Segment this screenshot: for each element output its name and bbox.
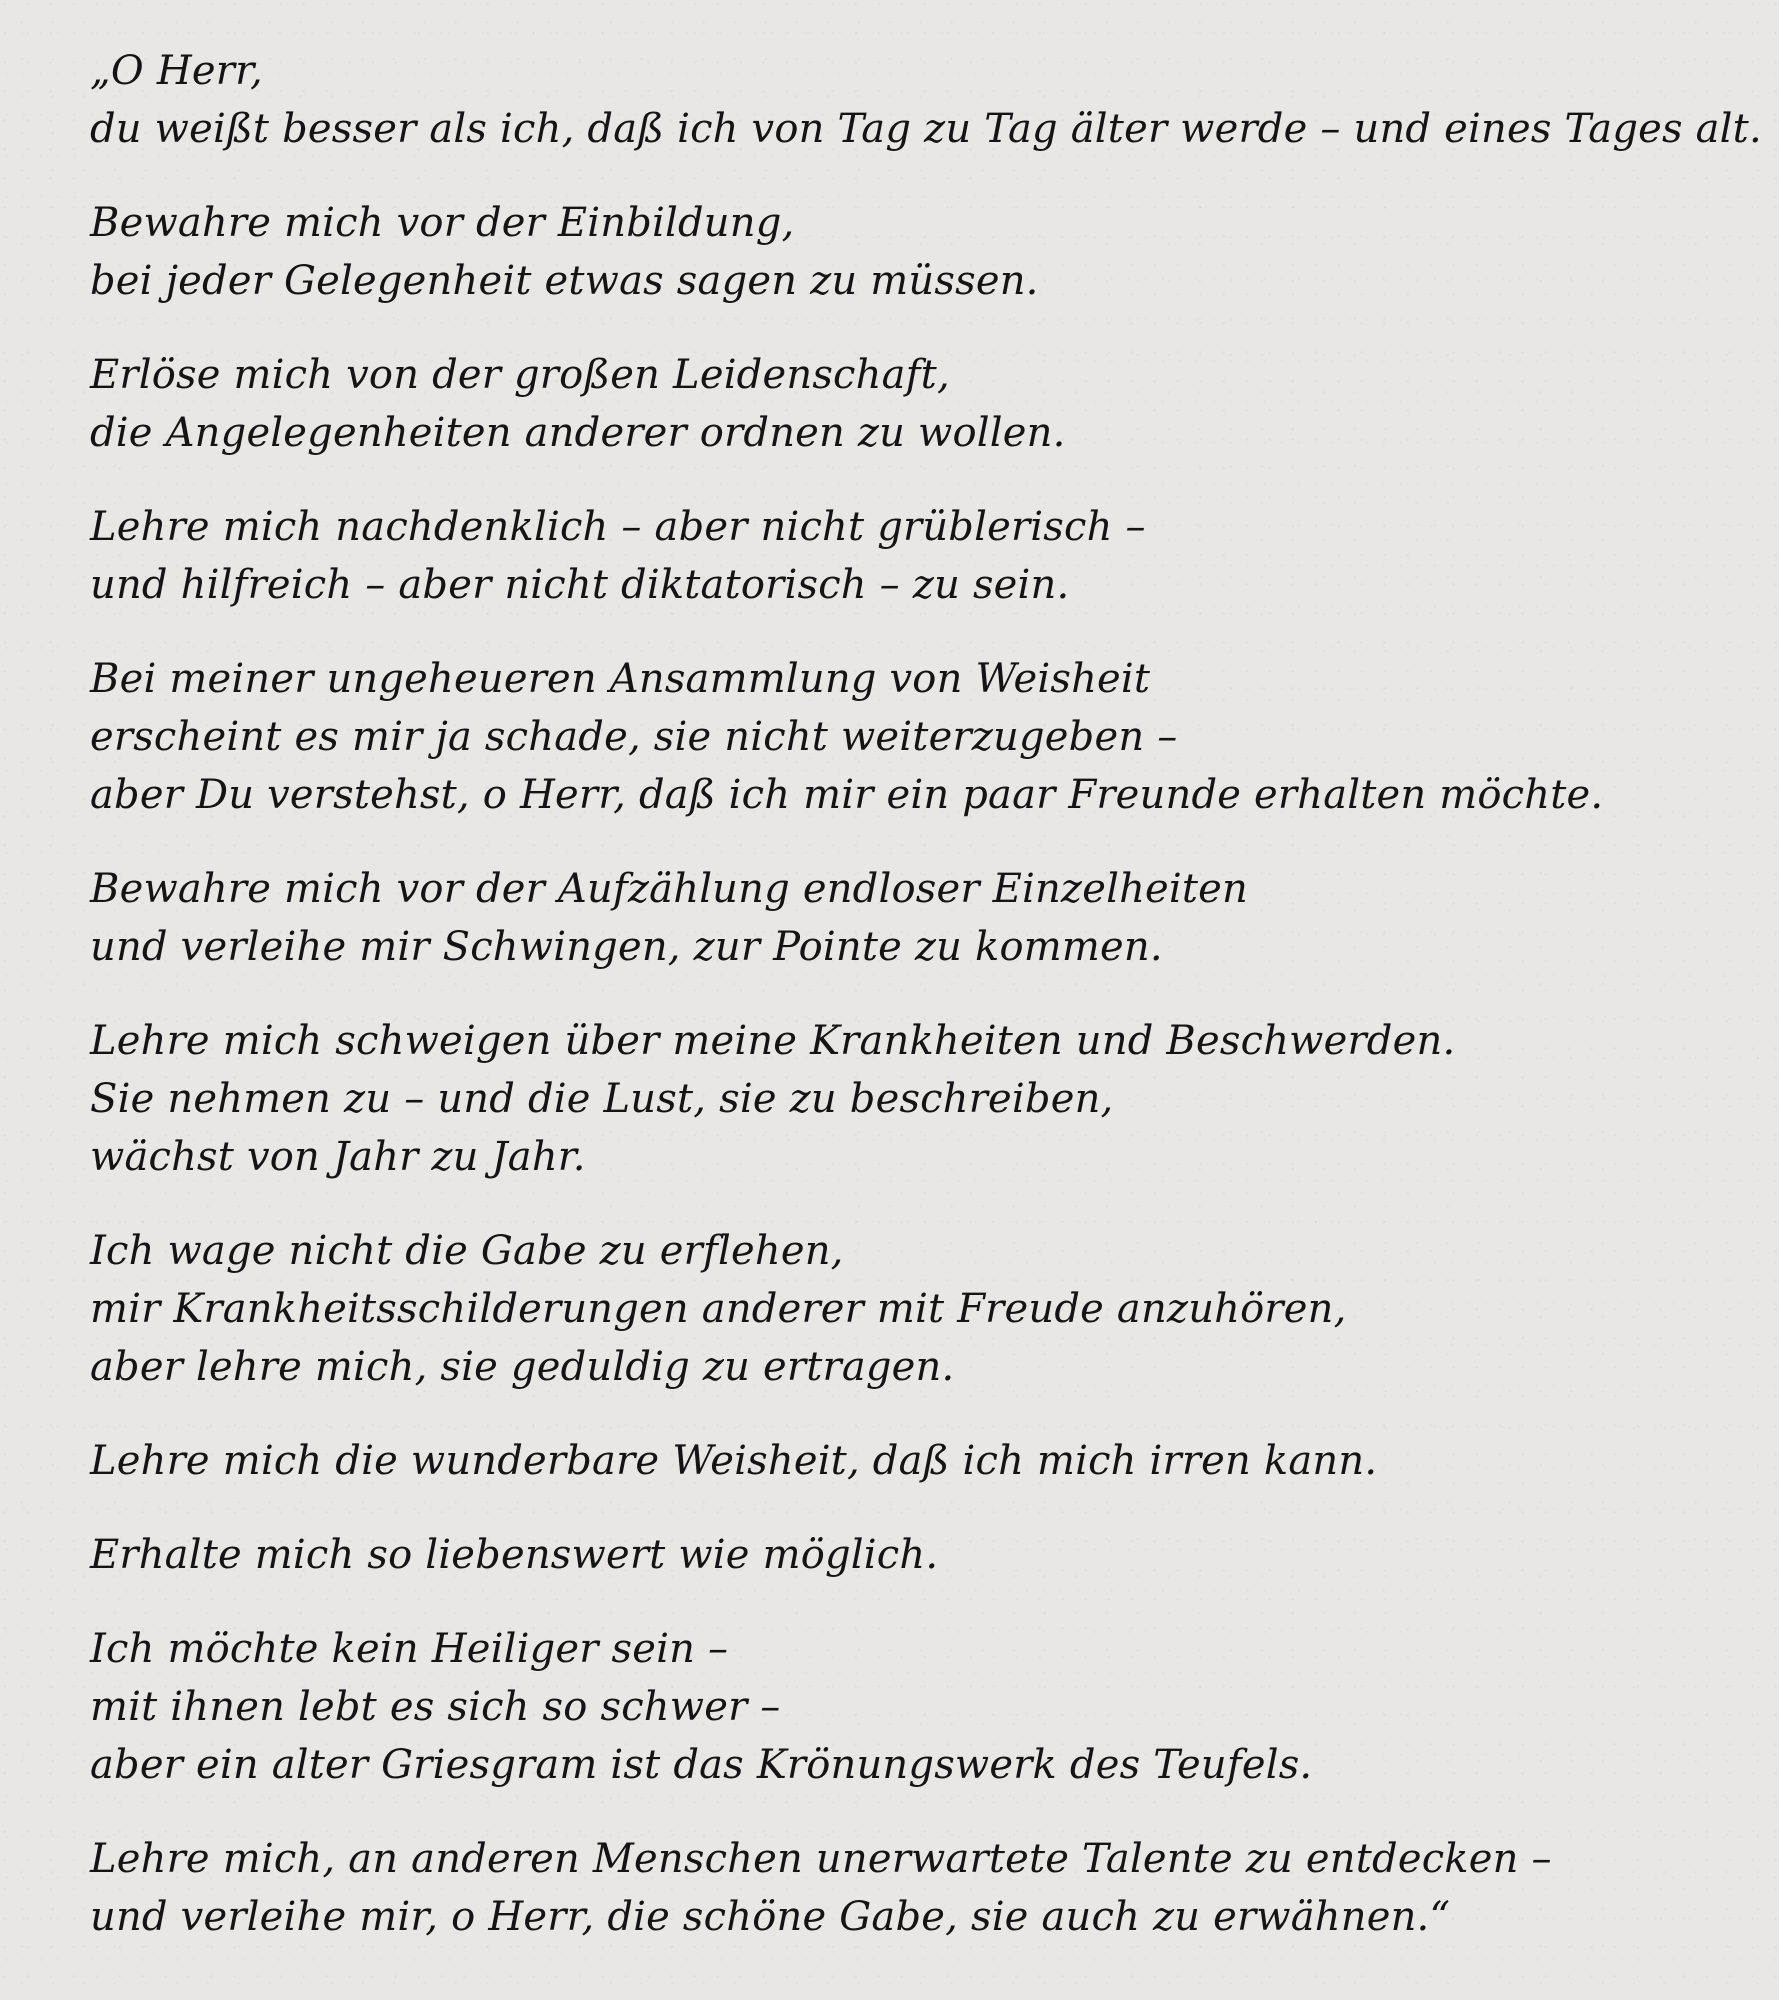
prayer-text <box>90 42 1762 1982</box>
stanza-line: wächst von Jahr zu Jahr. <box>90 1134 586 1180</box>
stanza-1 <box>90 42 1762 158</box>
stanza-line: du weißt besser als ich, daß ich von Tag zu Tag älter werde – und eines Tages alt. <box>90 106 1762 152</box>
stanza-line: und verleihe mir Schwingen, zur Pointe zu kommen. <box>90 924 1163 970</box>
stanza-line: bei jeder Gelegenheit etwas sagen zu müssen. <box>90 258 1039 304</box>
stanza-line: aber Du verstehst, o Herr, daß ich mir ein paar Freunde erhalten möchte. <box>90 772 1604 818</box>
stanza-7 <box>90 1012 1750 1186</box>
stanza-3 <box>90 346 1750 462</box>
stanza-10 <box>90 1526 1750 1584</box>
stanza-line: Lehre mich schweigen über meine Krankheiten und Beschwerden. <box>90 1018 1456 1064</box>
stanza-line: Ich möchte kein Heiliger sein – <box>90 1626 729 1672</box>
stanza-line: Bewahre mich vor der Aufzählung endloser Einzelheiten <box>90 866 1249 912</box>
stanza-line: mit ihnen lebt es sich so schwer – <box>90 1684 781 1730</box>
stanza-line: Bei meiner ungeheueren Ansammlung von Weisheit <box>90 656 1151 702</box>
stanza-line: Bewahre mich vor der Einbildung, <box>90 200 795 246</box>
stanza-4 <box>90 498 1750 614</box>
stanza-line: Ich wage nicht die Gabe zu erflehen, <box>90 1228 844 1274</box>
stanza-line: mir Krankheitsschilderungen anderer mit Freude anzuhören, <box>90 1286 1347 1332</box>
stanza-line: aber ein alter Griesgram ist das Krönungswerk des Teufels. <box>90 1742 1313 1788</box>
stanza-8 <box>90 1222 1750 1396</box>
stanza-6 <box>90 860 1750 976</box>
stanza-line: Erhalte mich so liebenswert wie möglich. <box>90 1532 939 1578</box>
stanza-line: und hilfreich – aber nicht diktatorisch – zu sein. <box>90 562 1070 608</box>
stanza-line: aber lehre mich, sie geduldig zu ertragen. <box>90 1344 955 1390</box>
stanza-line: „O Herr, <box>90 48 263 94</box>
stanza-2 <box>90 194 1750 310</box>
stanza-line: die Angelegenheiten anderer ordnen zu wollen. <box>90 410 1066 456</box>
stanza-line: Sie nehmen zu – und die Lust, sie zu beschreiben, <box>90 1076 1114 1122</box>
stanza-11 <box>90 1620 1750 1794</box>
stanza-12 <box>90 1830 1750 1946</box>
stanza-5 <box>90 650 1750 824</box>
stanza-line: Lehre mich die wunderbare Weisheit, daß ich mich irren kann. <box>90 1438 1378 1484</box>
stanza-line: und verleihe mir, o Herr, die schöne Gabe, sie auch zu erwähnen.“ <box>90 1894 1451 1940</box>
stanza-line: Lehre mich, an anderen Menschen unerwartete Talente zu entdecken – <box>90 1836 1552 1882</box>
stanza-line: erscheint es mir ja schade, sie nicht weiterzugeben – <box>90 714 1178 760</box>
stanza-line: Erlöse mich von der großen Leidenschaft, <box>90 352 950 398</box>
stanza-9 <box>90 1432 1750 1490</box>
stanza-line: Lehre mich nachdenklich – aber nicht grüblerisch – <box>90 504 1146 550</box>
